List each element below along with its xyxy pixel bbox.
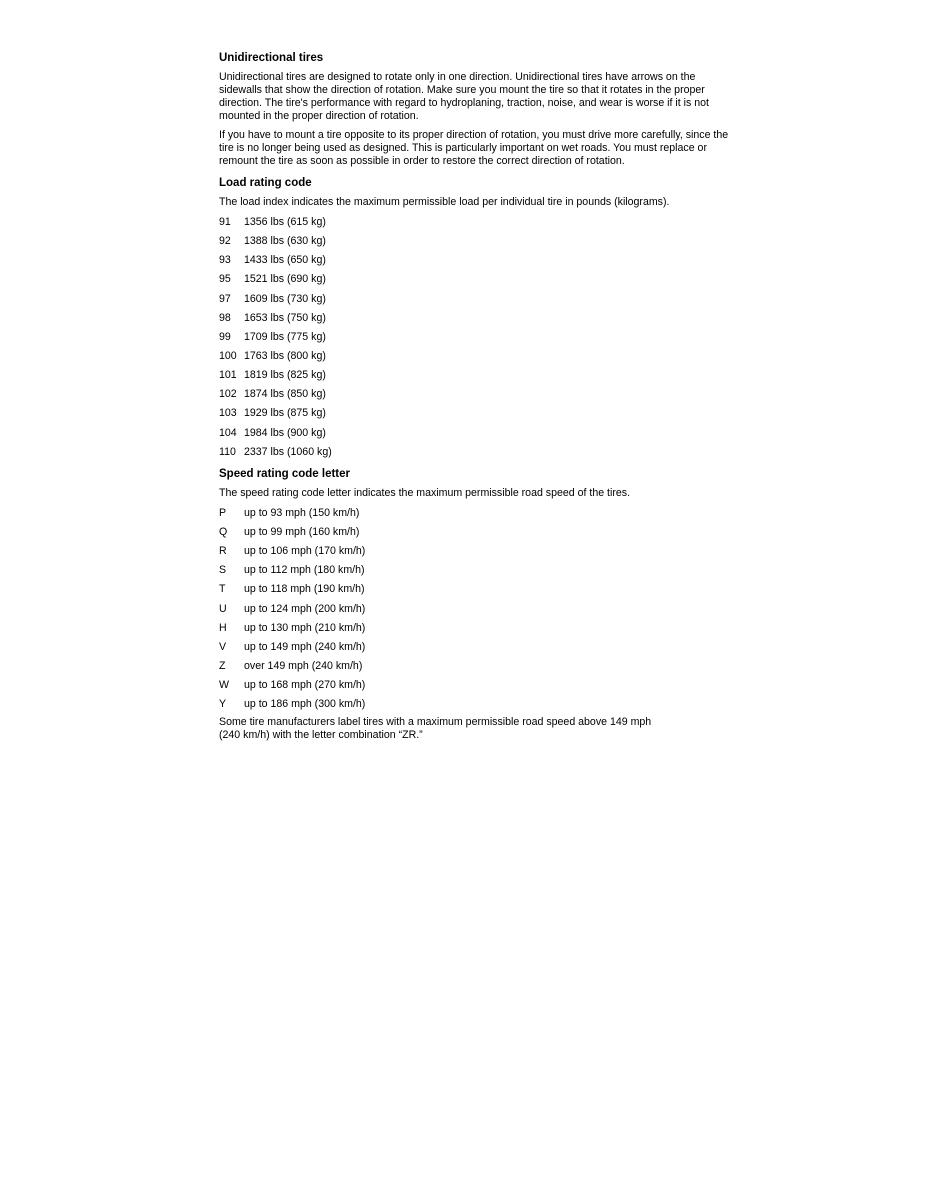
speed-letter: U: [219, 602, 227, 615]
speed-rating-row: [219, 526, 739, 539]
speed-value: up to 130 mph (210 km/h): [244, 621, 366, 634]
speed-value: over 149 mph (240 km/h): [244, 659, 363, 672]
load-rating-row: [219, 369, 739, 382]
speed-value: up to 99 mph (160 km/h): [244, 525, 360, 538]
load-rating-row: [219, 331, 739, 344]
load-index: 110: [219, 445, 236, 458]
load-rating-list: [219, 216, 739, 459]
speed-letter: T: [219, 583, 226, 596]
load-value: 1709 lbs (775 kg): [244, 330, 326, 343]
speed-letter: H: [219, 621, 227, 634]
load-value: 1929 lbs (875 kg): [244, 407, 326, 420]
load-index: 104: [219, 426, 237, 439]
load-index: 92: [219, 235, 231, 248]
speed-rating-row: [219, 641, 739, 654]
speed-letter: W: [219, 679, 229, 692]
load-index: 97: [219, 292, 231, 305]
speed-letter: Z: [219, 659, 226, 672]
speed-rating-row: [219, 698, 739, 711]
load-value: 1433 lbs (650 kg): [244, 254, 326, 267]
load-rating-row: [219, 388, 739, 401]
load-index: 103: [219, 407, 237, 420]
load-index: 100: [219, 349, 237, 362]
speed-value: up to 93 mph (150 km/h): [244, 506, 360, 519]
speed-letter: S: [219, 564, 227, 577]
speed-rating-row: [219, 660, 739, 673]
load-index: 91: [219, 216, 231, 228]
load-rating-intro: The load index indicates the maximum permissible load per individual tire in pounds (kilograms).: [219, 196, 670, 208]
load-index: 102: [219, 388, 237, 401]
zr-note-line-1: Some tire manufacturers label tires with a maximum permissible road speed above 149 mph: [219, 716, 652, 729]
unidirectional-paragraph-2: If you have to mount a tire opposite to its proper direction of rotation, you must drive more carefully, since the tire is no longer being used as designed. This is particularly important on wet roads. You must replace or remount the tire as soon as possible in order to restore the correct direction of rotation.: [219, 129, 729, 167]
speed-rating-row: [219, 564, 739, 577]
load-value: 1388 lbs (630 kg): [244, 235, 326, 248]
speed-value: up to 106 mph (170 km/h): [244, 545, 366, 558]
speed-letter: P: [219, 506, 227, 519]
speed-letter: Y: [219, 698, 227, 711]
unidirectional-paragraph-1: Unidirectional tires are designed to rotate only in one direction. Unidirectional tires have arrows on the sidewalls that show the direction of rotation. Make sure you mount the tire so that it rotates in the proper direction. The tire's performance with regard to hydroplaning, traction, noise, and wear is worse if it is not mounted in the proper direction of rotation.: [219, 71, 709, 122]
speed-rating-row: [219, 583, 739, 596]
load-rating-row: [219, 407, 739, 420]
unidirectional-heading: Unidirectional tires: [219, 52, 324, 64]
speed-value: up to 118 mph (190 km/h): [244, 583, 365, 596]
speed-rating-row: [219, 545, 739, 558]
speed-value: up to 186 mph (300 km/h): [244, 698, 366, 711]
load-value: 2337 lbs (1060 kg): [244, 445, 332, 458]
load-index: 95: [219, 273, 231, 286]
speed-value: up to 149 mph (240 km/h): [244, 640, 366, 653]
speed-value: up to 124 mph (200 km/h): [244, 602, 366, 615]
speed-rating-list: [219, 507, 739, 711]
load-value: 1984 lbs (900 kg): [244, 426, 326, 439]
zr-note: [219, 716, 739, 742]
speed-rating-intro: The speed rating code letter indicates the maximum permissible road speed of the tires.: [219, 486, 631, 499]
load-value: 1356 lbs (615 kg): [244, 216, 326, 228]
load-rating-heading: Load rating code: [219, 177, 312, 189]
speed-rating-row: [219, 679, 739, 692]
zr-note-line-2: (240 km/h) with the letter combination “ZR.”: [219, 729, 423, 742]
load-value: 1874 lbs (850 kg): [244, 388, 326, 401]
speed-letter: Q: [219, 525, 228, 538]
speed-rating-row: [219, 622, 739, 635]
load-rating-row: [219, 312, 739, 325]
load-index: 101: [219, 369, 237, 382]
load-rating-row: [219, 216, 739, 229]
load-rating-row: [219, 254, 739, 267]
speed-value: up to 168 mph (270 km/h): [244, 679, 366, 692]
load-index: 98: [219, 311, 231, 324]
speed-letter: V: [219, 640, 227, 653]
load-rating-row: [219, 350, 739, 363]
load-rating-row: [219, 427, 739, 440]
load-value: 1521 lbs (690 kg): [244, 273, 326, 286]
load-value: 1609 lbs (730 kg): [244, 292, 326, 305]
load-value: 1763 lbs (800 kg): [244, 349, 326, 362]
load-rating-row: [219, 293, 739, 306]
load-value: 1653 lbs (750 kg): [244, 311, 326, 324]
speed-rating-row: [219, 507, 739, 520]
load-index: 93: [219, 254, 231, 267]
speed-letter: R: [219, 545, 227, 558]
load-rating-row: [219, 273, 739, 286]
load-value: 1819 lbs (825 kg): [244, 369, 326, 382]
load-index: 99: [219, 330, 231, 343]
document-page: [219, 51, 739, 748]
speed-value: up to 112 mph (180 km/h): [244, 564, 365, 577]
speed-rating-row: [219, 603, 739, 616]
load-rating-row: [219, 446, 739, 459]
load-rating-row: [219, 235, 739, 248]
speed-rating-heading: Speed rating code letter: [219, 467, 351, 480]
